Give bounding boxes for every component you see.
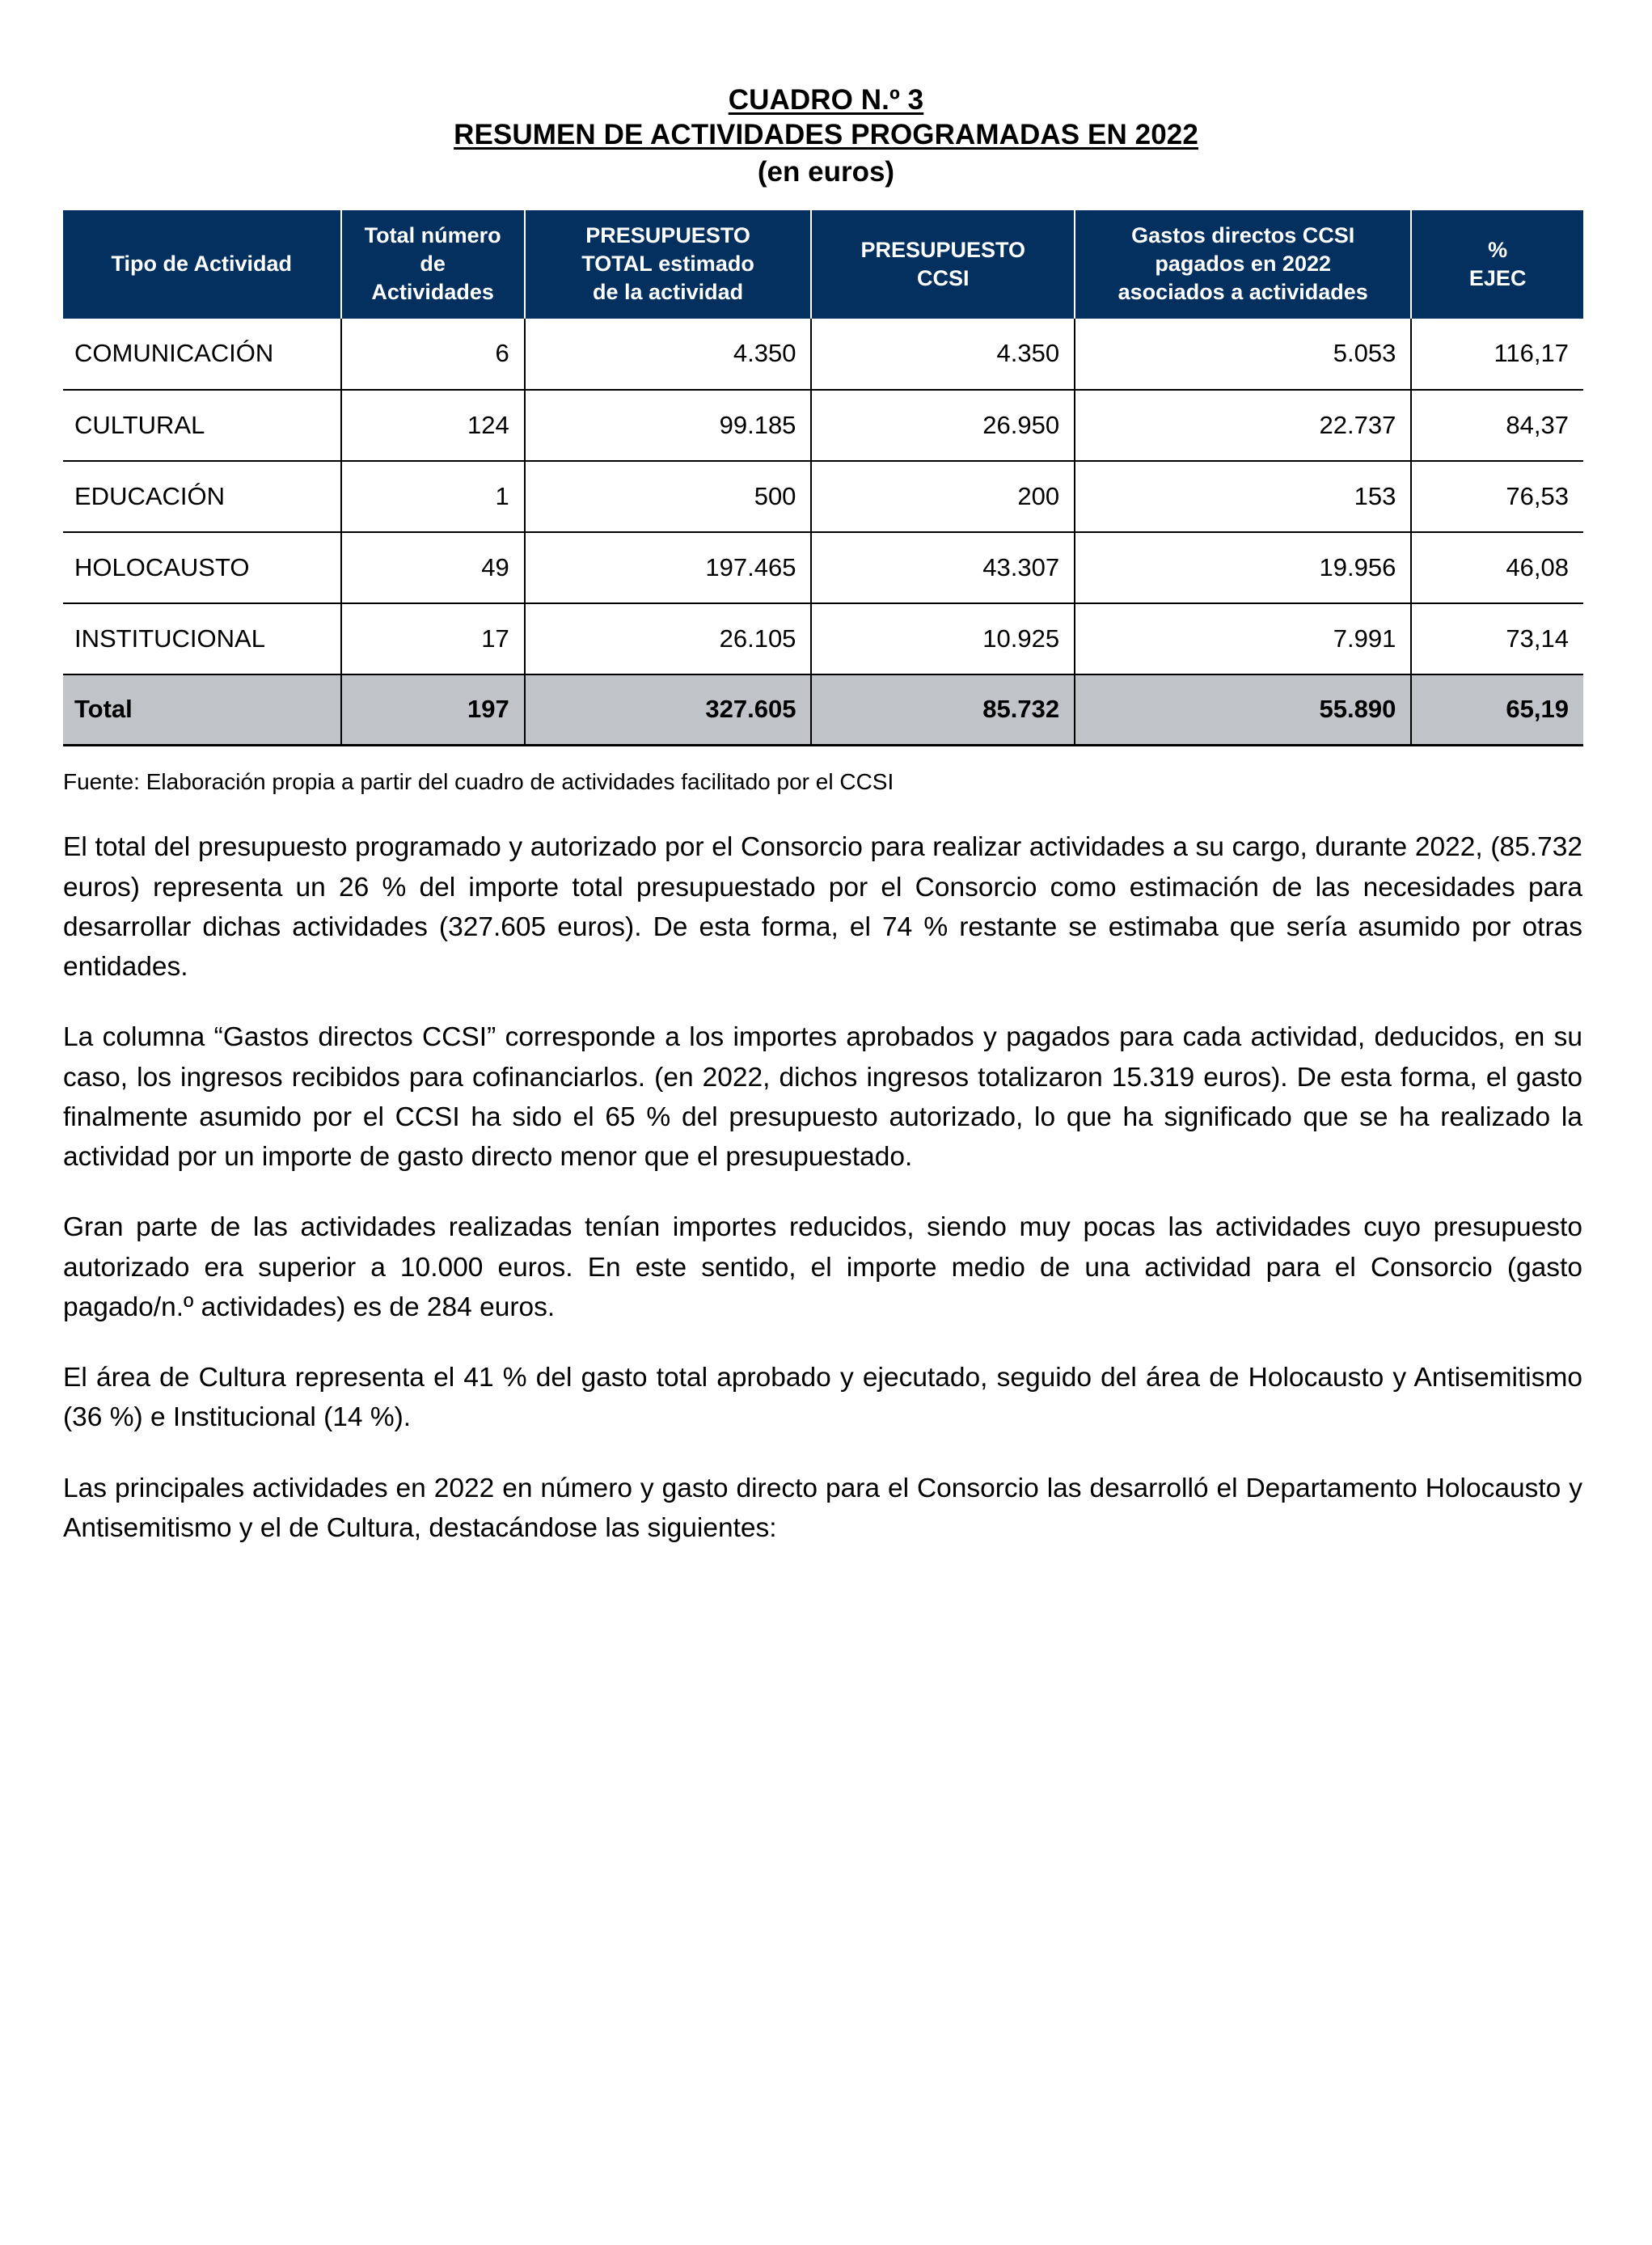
table-total-row <box>63 674 1583 746</box>
cell-tipo: INSTITUCIONAL <box>63 603 341 674</box>
table-units-subtitle: (en euros) <box>757 156 895 188</box>
cell-pct-ejec: 65,19 <box>1411 674 1583 746</box>
cell-gastos-directos: 19.956 <box>1075 532 1411 603</box>
body-text <box>63 797 1582 1548</box>
column-header-presupuesto-ccsi: PRESUPUESTO CCSI <box>811 210 1075 319</box>
cell-total-actividades: 6 <box>341 319 525 390</box>
cell-presupuesto-total: 197.465 <box>525 532 812 603</box>
cell-total-actividades: 17 <box>341 603 525 674</box>
column-header-gastos-directos: Gastos directos CCSI pagados en 2022 asociados a actividades <box>1075 210 1411 319</box>
table-body <box>63 319 1583 746</box>
cell-presupuesto-ccsi: 85.732 <box>811 674 1075 746</box>
cell-gastos-directos: 55.890 <box>1075 674 1411 746</box>
cell-gastos-directos: 7.991 <box>1075 603 1411 674</box>
table-main-title: RESUMEN DE ACTIVIDADES PROGRAMADAS EN 2022 <box>454 119 1198 151</box>
cell-pct-ejec: 73,14 <box>1411 603 1583 674</box>
paragraph: La columna “Gastos directos CCSI” corresponde a los importes aprobados y pagados para cada actividad, deducidos, en su caso, los ingresos recibidos para cofinanciarlos. (en 2022, dichos ingresos totalizaron 15.319 euros). De esta forma, el gasto finalmente asumido por el CCSI ha sido el 65 % del presupuesto autorizado, lo que ha significado que se ha realizado la actividad por un importe de gasto directo menor que el presupuestado. <box>63 1022 1582 1173</box>
title-block <box>0 0 1652 191</box>
cell-gastos-directos: 153 <box>1075 461 1411 532</box>
cell-pct-ejec: 46,08 <box>1411 532 1583 603</box>
cell-pct-ejec: 76,53 <box>1411 461 1583 532</box>
table-number-title: CUADRO N.º 3 <box>728 84 924 116</box>
cell-presupuesto-total: 327.605 <box>525 674 812 746</box>
table-row <box>63 603 1583 674</box>
cell-tipo: CULTURAL <box>63 390 341 461</box>
activities-summary-table <box>63 210 1583 747</box>
paragraph: Gran parte de las actividades realizadas tenían importes reducidos, siendo muy pocas las actividades cuyo presupuesto autorizado era superior a 10.000 euros. En este sentido, el importe medio de una actividad para el Consorcio (gasto pagado/n.º actividades) es de 284 euros. <box>63 1212 1582 1322</box>
cell-tipo: EDUCACIÓN <box>63 461 341 532</box>
column-header-total-actividades: Total número de Actividades <box>341 210 525 319</box>
cell-presupuesto-total: 26.105 <box>525 603 812 674</box>
cell-presupuesto-ccsi: 4.350 <box>811 319 1075 390</box>
table-row <box>63 461 1583 532</box>
column-header-presupuesto-total: PRESUPUESTO TOTAL estimado de la actividad <box>525 210 812 319</box>
cell-total-label: Total <box>63 674 341 746</box>
cell-presupuesto-ccsi: 10.925 <box>811 603 1075 674</box>
cell-pct-ejec: 84,37 <box>1411 390 1583 461</box>
cell-presupuesto-ccsi: 200 <box>811 461 1075 532</box>
column-header-pct-ejec: % EJEC <box>1411 210 1583 319</box>
cell-presupuesto-ccsi: 26.950 <box>811 390 1075 461</box>
source-note: Fuente: Elaboración propia a partir del cuadro de actividades facilitado por el CCSI <box>63 769 894 795</box>
cell-pct-ejec: 116,17 <box>1411 319 1583 390</box>
table-row <box>63 319 1583 390</box>
table-header <box>63 210 1583 319</box>
table-row <box>63 390 1583 461</box>
cell-gastos-directos: 5.053 <box>1075 319 1411 390</box>
table-row <box>63 532 1583 603</box>
cell-presupuesto-total: 99.185 <box>525 390 812 461</box>
cell-tipo: COMUNICACIÓN <box>63 319 341 390</box>
table-header-row <box>63 210 1583 319</box>
cell-presupuesto-total: 4.350 <box>525 319 812 390</box>
cell-total-actividades: 197 <box>341 674 525 746</box>
cell-total-actividades: 49 <box>341 532 525 603</box>
cell-presupuesto-total: 500 <box>525 461 812 532</box>
table-container <box>63 210 1583 747</box>
cell-presupuesto-ccsi: 43.307 <box>811 532 1075 603</box>
cell-total-actividades: 1 <box>341 461 525 532</box>
paragraph: El área de Cultura representa el 41 % del gasto total aprobado y ejecutado, seguido del área de Holocausto y Antisemitismo (36 %) e Institucional (14 %). <box>63 1363 1582 1433</box>
paragraph: Las principales actividades en 2022 en número y gasto directo para el Consorcio las desarrolló el Departamento Holocausto y Antisemitismo y el de Cultura, destacándose las siguientes: <box>63 1473 1582 1543</box>
column-header-tipo-actividad <box>63 210 341 319</box>
paragraph: El total del presupuesto programado y autorizado por el Consorcio para realizar actividades a su cargo, durante 2022, (85.732 euros) representa un 26 % del importe total presupuestado por el Consorcio como estimación de las necesidades para desarrollar dichas actividades (327.605 euros). De esta forma, el 74 % restante se estimaba que sería asumido por otras entidades. <box>63 832 1582 983</box>
cell-gastos-directos: 22.737 <box>1075 390 1411 461</box>
cell-tipo: HOLOCAUSTO <box>63 532 341 603</box>
header-text: Tipo de Actividad <box>111 252 293 277</box>
cell-total-actividades: 124 <box>341 390 525 461</box>
